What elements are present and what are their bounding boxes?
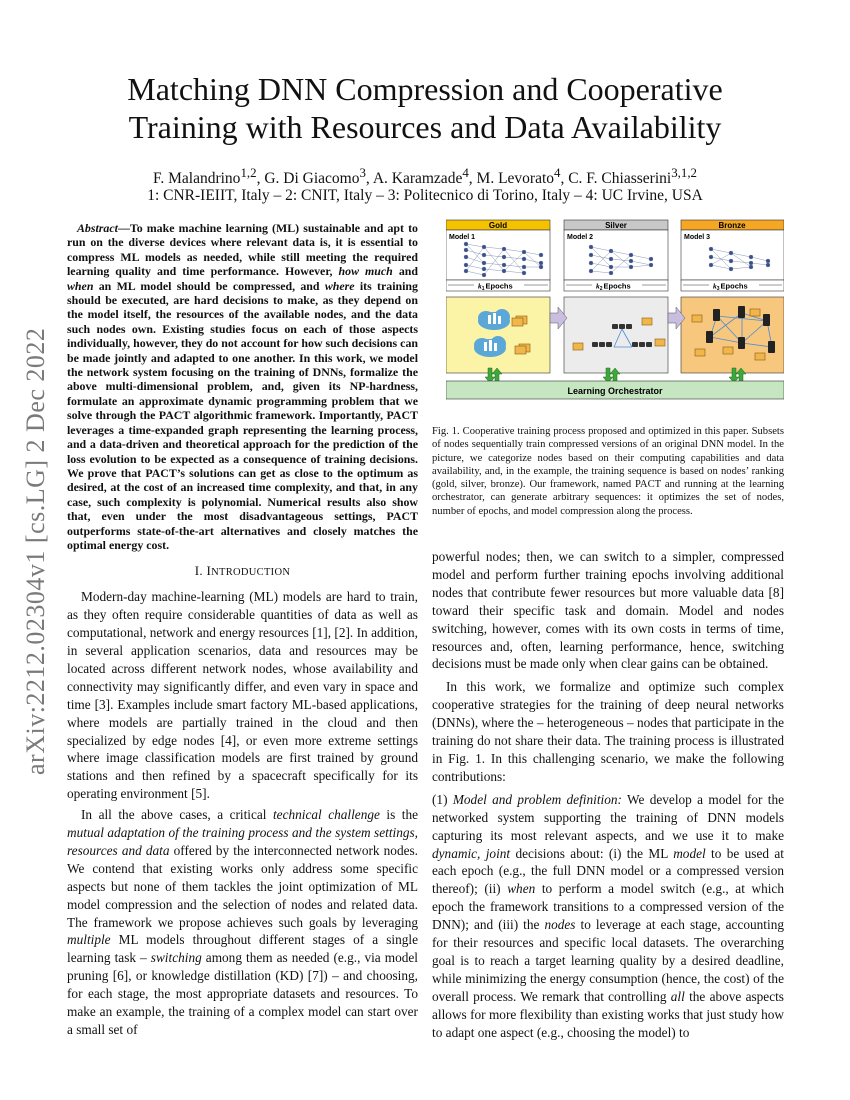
tier-gold <box>446 220 550 280</box>
model-3-label: Model 3 <box>684 234 711 241</box>
intro-paragraph-2: In all the above cases, a critical technical challenge is the mutual adaptation of the training process and the system settings, resources and data offered by the interconnected network nodes. We contend that existing works only address some specific aspects but none of them tackles the joint optimization of ML model compression and the selection of nodes and related data. The framework we propose achieves such goals by leveraging multiple ML models throughout different stages of a single learning task – switching among them as needed (e.g., via model pruning [6], or knowledge distillation (KD) [7]) – and choosing, for each stage, the most appropriate datasets and resources. To make an example, the training of a complex model can start over a small set of <box>67 807 419 1037</box>
left-column <box>67 221 418 1039</box>
model-2-label: Model 2 <box>567 234 594 241</box>
caption-text: Fig. 1. Cooperative training process proposed and optimized in this paper. Subsets of nodes sequentially train compressed versions of an original DNN model. In the picture, we categorize nodes based on their computing capabilities and data availability, and, in the example, the training sequence is based on nodes’ ranking (gold, silver, bronze). Our framework, named PACT and running at the learning orchestrator, can generate arbitrary sequences: it optimizes the set of nodes, number of epochs, and model compression along the process. <box>432 426 784 517</box>
epochs-k-2: k <box>596 281 600 291</box>
tier-bronze-label: Bronze <box>718 221 746 230</box>
tier-silver <box>564 220 668 280</box>
epochs-bar-1 <box>446 280 550 292</box>
epochs-label-2: Epochs <box>603 281 631 291</box>
tier-silver-label: Silver <box>605 221 627 230</box>
epochs-label-1: Epochs <box>485 281 513 291</box>
epochs-label-3: Epochs <box>720 281 748 291</box>
intro-paragraph-1: Modern-day machine-learning (ML) models are hard to train, as they often require considerable quantities of data as well as computational, network and energy resources [1], [2]. In addition, in several application scenarios, data and resources may be located across different network nodes, whose availability and connectivity may significantly differ, and even vary in space and time [3]. Examples include smart factory ML-based applications, where models are partially trained in the cloud and then specialized by edge nodes [4], or even more extreme settings where image classification models are first trained by ground stations and then refined by a spacecraft specifically for its operating environment [5]. <box>67 589 418 802</box>
right-paragraph-1: powerful nodes; then, we can switch to a simpler, compressed model and perform further training epochs involving additional nodes that contribute fewer resources but more valuable data [8] toward their specific task and domain. Model and nodes switching, however, comes with its own costs in terms of time, resources and, often, learning performance, hence, switching decisions must be made only when clear gains can be obtained. <box>432 549 784 672</box>
silver-nodes-panel <box>564 297 668 373</box>
gold-nodes-panel <box>446 297 550 373</box>
epochs-bar-3 <box>681 280 784 292</box>
contribution-1: (1) Model and problem definition: We develop a model for the networked system supporting the training of DNN models capturing its most relevant aspects, and we use it to make dynamic, joint decisions about: (i) the ML model to be used at each epoch (e.g., the full DNN model or a compressed version thereof); (ii) when to perform a model switch (e.g., at which epoch the framework transitions to a compressed version of the DNN); and (iii) the nodes to leverage at each stage, accounting for their resources and specific local datasets. The overarching goal is to reach a target learning quality by a desired deadline, while minimizing the energy consumption (hence, the cost) of the overall process. We remark that controlling all the above aspects allows for more flexibility than existing works that just study how to adapt one aspect (e.g., choosing the model) to <box>432 791 784 1040</box>
arxiv-identifier: arXiv:2212.02304v1 [cs.LG] 2 Dec 2022 <box>21 327 50 775</box>
section-heading-introduction: I. INTRODUCTION <box>194 563 291 579</box>
title-line-1: Matching DNN Compression and Cooperative <box>127 71 723 107</box>
model-1-label: Model 1 <box>449 234 476 241</box>
bronze-nodes-panel <box>681 297 784 373</box>
epochs-sub-1: 1 <box>481 286 485 292</box>
epochs-bar-2 <box>564 280 668 292</box>
authors: F. Malandrino$^{1,2}$, G. Di Giacomo$^3$, A. Karamzade$^4$, M. Levorato$^4$, C. F. Chiasserini$^{3,1,2}$ <box>152 165 697 188</box>
epochs-sub-3: 3 <box>716 286 720 292</box>
title-line-2: Training with Resources and Data Availability <box>128 109 722 145</box>
affiliations: 1: CNR-IEIIT, Italy – 2: CNIT, Italy – 3: Politecnico di Torino, Italy – 4: UC Irvine, USA <box>147 187 703 204</box>
learning-orchestrator-label: Learning Orchestrator <box>567 386 663 396</box>
epochs-sub-2: 2 <box>599 286 603 292</box>
abstract: Abstract—To make machine learning (ML) sustainable and apt to run on the diverse devices where relevant data is, it is essential to compress ML models as needed, while still meeting the required learning quality and time performance. However, how much and when an ML model should be compressed, and where its training should be executed, are hard decisions to make, as they depend on the model itself, the resources of the available nodes, and the data such nodes own. Existing studies focus on each of those aspects individually, however, they do not account for how such decisions can be made jointly and adapted to one another. In this work, we model the network system focusing on the training of DNNs, formalize the above multi-dimensional problem, and, given its NP-hardness, formulate an approximate dynamic programming problem that we solve through the PACT algorithmic framework. Importantly, PACT leverages a time-expanded graph representing the learning process, and a data-driven and theoretical approach for the prediction of the loss evolution to be expected as a consequence of training decisions. We prove that PACT’s solutions can get as close to the optimum as desired, at the cost of an increased time complexity, and that, in any case, such complexity is polynomial. Numerical results also show that, even under the most disadvantageous settings, PACT outperforms state-of-the-art alternatives and closely matches the optimal energy cost. <box>67 221 418 552</box>
right-column <box>432 548 784 1041</box>
epochs-k-1: k <box>478 281 482 291</box>
right-paragraph-2: In this work, we formalize and optimize such complex cooperative strategies for the training of deep neural networks (DNNs), where the – heterogeneous – nodes that participate in the training do not share their data. The training process is illustrated in Fig. 1. In this challenging scenario, we make the following contributions: <box>432 679 784 784</box>
figure-1-caption <box>432 425 784 518</box>
tier-bronze <box>681 220 784 280</box>
tier-gold-label: Gold <box>488 221 508 230</box>
paper-title <box>60 70 790 146</box>
epochs-k-3: k <box>713 281 717 291</box>
figure-1 <box>446 217 784 403</box>
